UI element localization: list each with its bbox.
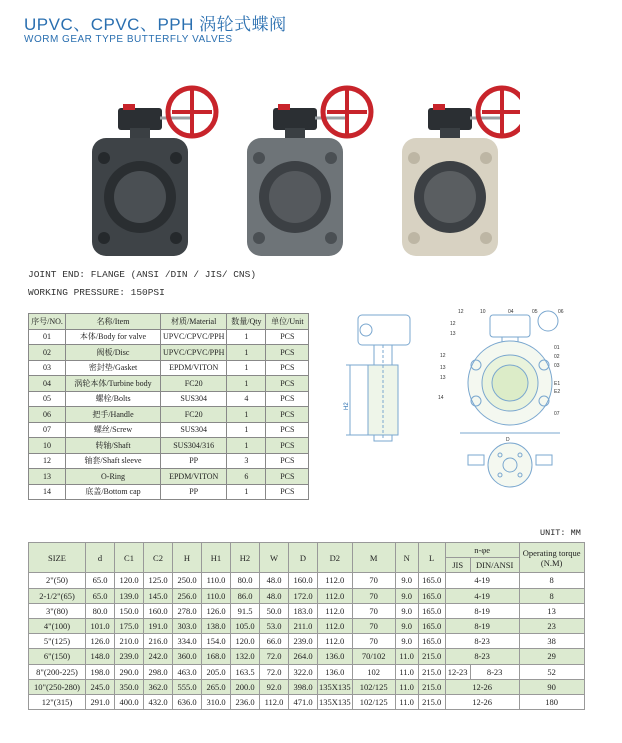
dims-table-cell: 72.0	[260, 649, 289, 664]
parts-table-cell: SUS304/316	[161, 438, 227, 454]
dims-table-cell: 52	[519, 664, 584, 679]
parts-table-cell: 1	[227, 376, 266, 392]
parts-table-cell: 轴套/Shaft sleeve	[66, 453, 161, 469]
dims-header-cell: Operating torque (N.M)	[519, 543, 584, 573]
callout-label: 12	[458, 309, 464, 315]
dims-table-cell: 8	[519, 588, 584, 603]
dims-header-cell: C2	[144, 543, 173, 573]
dims-table-cell: 245.0	[86, 679, 115, 694]
dims-table-cell: 135X135	[318, 679, 353, 694]
dims-table-cell: 48.0	[260, 573, 289, 588]
dims-table-cell: 11.0	[395, 664, 418, 679]
dims-table-cell: 66.0	[260, 634, 289, 649]
dims-table-cell: 11.0	[395, 679, 418, 694]
dims-table-cell: 112.0	[318, 603, 353, 618]
dims-table-cell: 112.0	[318, 588, 353, 603]
parts-table-cell: 密封垫/Gasket	[66, 360, 161, 376]
dims-header-cell: D	[289, 543, 318, 573]
dims-header-cell: N	[395, 543, 418, 573]
dims-table-cell: 9.0	[395, 588, 418, 603]
parts-table-cell: PP	[161, 453, 227, 469]
dims-table-cell: 310.0	[202, 694, 231, 709]
dims-table-cell: 463.0	[173, 664, 202, 679]
dims-table-cell: 9.0	[395, 634, 418, 649]
dims-table-cell: 53.0	[260, 618, 289, 633]
parts-table-cell: PCS	[266, 422, 309, 438]
dims-table-row	[29, 588, 585, 603]
dims-table-cell: 191.0	[144, 618, 173, 633]
dims-table-cell: 70	[352, 573, 395, 588]
valve-grey	[247, 88, 371, 256]
dims-table-cell: 290.0	[115, 664, 144, 679]
callout-label: 12	[450, 321, 456, 327]
dims-table-cell: 29	[519, 649, 584, 664]
parts-table-cell: SUS304	[161, 422, 227, 438]
dims-table-cell: 215.0	[418, 649, 445, 664]
dims-table-cell: 92.0	[260, 679, 289, 694]
dims-table-cell: 205.0	[202, 664, 231, 679]
parts-table-header	[29, 314, 309, 330]
parts-table-row	[29, 407, 309, 423]
valve-dark	[92, 88, 216, 256]
d-label: D	[506, 437, 510, 443]
dims-table-cell: 264.0	[289, 649, 318, 664]
dims-table-row	[29, 694, 585, 709]
dims-table-cell: 136.0	[318, 649, 353, 664]
dims-header-cell: H2	[231, 543, 260, 573]
dims-table-cell: 471.0	[289, 694, 318, 709]
parts-table-cell: FC20	[161, 407, 227, 423]
dims-table-cell: 12-26	[445, 679, 519, 694]
dims-table-cell: 183.0	[289, 603, 318, 618]
parts-table-cell: 07	[29, 422, 66, 438]
dims-table-cell: 112.0	[260, 694, 289, 709]
callout-label: 04	[508, 309, 514, 315]
parts-table-cell: 螺丝/Screw	[66, 422, 161, 438]
dims-table-cell: 322.0	[289, 664, 318, 679]
callout-label: 03	[554, 363, 560, 369]
dims-table-cell: 239.0	[115, 649, 144, 664]
dims-table-cell: 12-23	[445, 664, 470, 679]
parts-table-row	[29, 422, 309, 438]
dims-table-cell: 70/102	[352, 649, 395, 664]
dims-table-cell: 112.0	[318, 618, 353, 633]
dims-table-cell: 400.0	[115, 694, 144, 709]
parts-table-cell: 13	[29, 469, 66, 485]
dims-header-cell: D2	[318, 543, 353, 573]
dims-table-cell: 70	[352, 634, 395, 649]
dims-table-cell: 8-23	[445, 649, 519, 664]
dims-table-cell: 265.0	[202, 679, 231, 694]
dims-table-cell: 250.0	[173, 573, 202, 588]
parts-table-cell: PCS	[266, 469, 309, 485]
callout-label: 06	[558, 309, 564, 315]
parts-table-row	[29, 469, 309, 485]
dims-table-cell: 210.0	[115, 634, 144, 649]
dims-table-cell: 256.0	[173, 588, 202, 603]
parts-table-cell: EPDM/VITON	[161, 469, 227, 485]
dims-header-cell: H	[173, 543, 202, 573]
dims-table-cell: 23	[519, 618, 584, 633]
parts-table-cell: EPDM/VITON	[161, 360, 227, 376]
side-view	[346, 315, 410, 441]
dims-table-cell: 138.0	[202, 618, 231, 633]
dims-header-cell: L	[418, 543, 445, 573]
dims-table-cell: 120.0	[231, 634, 260, 649]
parts-header-cell: 序号/NO.	[29, 314, 66, 330]
dims-table-cell: 125.0	[144, 573, 173, 588]
dims-table-cell: 10"(250-280)	[29, 679, 86, 694]
callout-label: 13	[440, 375, 446, 381]
dims-table-row	[29, 603, 585, 618]
parts-table-cell: 1	[227, 484, 266, 500]
parts-table-cell: 1	[227, 345, 266, 361]
parts-header-cell: 单位/Unit	[266, 314, 309, 330]
parts-table-cell: 螺栓/Bolts	[66, 391, 161, 407]
parts-table-cell: 06	[29, 407, 66, 423]
dims-table-cell: 165.0	[418, 603, 445, 618]
dims-table-cell: 360.0	[173, 649, 202, 664]
joint-end-spec: JOINT END: FLANGE (ANSI /DIN / JIS/ CNS)	[28, 269, 257, 280]
dims-table-cell: 4-19	[445, 588, 519, 603]
dims-table-cell: 65.0	[86, 588, 115, 603]
callout-label: 07	[554, 411, 560, 417]
dims-header-cell: n-φe	[445, 543, 519, 558]
parts-table-row	[29, 438, 309, 454]
callout-label: 13	[450, 331, 456, 337]
dims-table-row	[29, 634, 585, 649]
dims-table-cell: 126.0	[86, 634, 115, 649]
dims-table-cell: 9.0	[395, 573, 418, 588]
parts-table-cell: UPVC/CPVC/PPH	[161, 329, 227, 345]
dims-table-cell: 160.0	[289, 573, 318, 588]
dims-table-cell: 278.0	[173, 603, 202, 618]
bottom-view	[468, 443, 552, 487]
technical-drawing	[340, 305, 590, 515]
dims-table-cell: 101.0	[86, 618, 115, 633]
dims-table-row	[29, 573, 585, 588]
dims-table-cell: 80.0	[86, 603, 115, 618]
dims-table-cell: 3"(80)	[29, 603, 86, 618]
parts-table-cell: 1	[227, 422, 266, 438]
dims-header-cell: C1	[115, 543, 144, 573]
dims-table-cell: 432.0	[144, 694, 173, 709]
dims-table-cell: 216.0	[144, 634, 173, 649]
dims-table-cell: 11.0	[395, 694, 418, 709]
working-pressure-spec: WORKING PRESSURE: 150PSI	[28, 287, 165, 298]
callout-label: E1	[554, 381, 561, 387]
dims-table-cell: 200.0	[231, 679, 260, 694]
dims-table-cell: 8-23	[470, 664, 519, 679]
dims-header-cell: W	[260, 543, 289, 573]
dims-table-cell: 70	[352, 588, 395, 603]
dims-table-cell: 102	[352, 664, 395, 679]
parts-table-cell: 4	[227, 391, 266, 407]
parts-table-cell: 02	[29, 345, 66, 361]
dims-table-cell: 168.0	[202, 649, 231, 664]
dims-table-cell: 120.0	[115, 573, 144, 588]
parts-header-cell: 数量/Qty	[227, 314, 266, 330]
dims-table-cell: 8	[519, 573, 584, 588]
dims-table-cell: 163.5	[231, 664, 260, 679]
valve-photos	[90, 78, 520, 268]
dims-table-cell: 198.0	[86, 664, 115, 679]
parts-table-cell: 14	[29, 484, 66, 500]
dims-table-cell: 8-19	[445, 618, 519, 633]
parts-table-cell: PCS	[266, 453, 309, 469]
dims-table-cell: 65.0	[86, 573, 115, 588]
dims-table-cell: 12"(315)	[29, 694, 86, 709]
h2-label: H2	[344, 402, 350, 410]
dims-table-cell: 165.0	[418, 634, 445, 649]
dims-table-cell: 91.5	[231, 603, 260, 618]
dims-table-cell: 154.0	[202, 634, 231, 649]
dims-table-cell: 165.0	[418, 588, 445, 603]
parts-table-cell: PCS	[266, 360, 309, 376]
front-view	[460, 311, 560, 433]
dims-table-cell: 334.0	[173, 634, 202, 649]
parts-table-cell: 底盖/Bottom cap	[66, 484, 161, 500]
parts-table-cell: 转轴/Shaft	[66, 438, 161, 454]
dims-table-cell: 5"(125)	[29, 634, 86, 649]
dims-table-cell: 215.0	[418, 679, 445, 694]
valve-beige	[402, 88, 520, 256]
parts-header-cell: 材质/Material	[161, 314, 227, 330]
callout-label: 10	[480, 309, 486, 315]
parts-table-cell: 把手/Handle	[66, 407, 161, 423]
parts-table-cell: 阀板/Disc	[66, 345, 161, 361]
dims-table-cell: 102/125	[352, 694, 395, 709]
dims-table-cell: 172.0	[289, 588, 318, 603]
callout-label: 14	[438, 395, 444, 401]
dims-table-cell: 2-1/2"(65)	[29, 588, 86, 603]
parts-table-cell: 本体/Body for valve	[66, 329, 161, 345]
dims-table-cell: 215.0	[418, 664, 445, 679]
parts-table-cell: PP	[161, 484, 227, 500]
page-title: UPVC、CPVC、PPH 涡轮式蝶阀	[24, 15, 287, 34]
dims-table-cell: 112.0	[318, 634, 353, 649]
dims-header-cell: M	[352, 543, 395, 573]
parts-table-cell: PCS	[266, 391, 309, 407]
dims-table-cell: 8-19	[445, 603, 519, 618]
dims-table-cell: 50.0	[260, 603, 289, 618]
dims-table-cell: 4-19	[445, 573, 519, 588]
callout-label: 02	[554, 354, 560, 360]
dims-table-row	[29, 664, 585, 679]
callout-label: 12	[440, 353, 446, 359]
dims-table-row	[29, 618, 585, 633]
dims-table-cell: 145.0	[144, 588, 173, 603]
parts-table-cell: PCS	[266, 438, 309, 454]
dims-table-cell: 8"(200-225)	[29, 664, 86, 679]
dims-table-cell: 38	[519, 634, 584, 649]
dims-table-cell: 175.0	[115, 618, 144, 633]
dims-header-cell: d	[86, 543, 115, 573]
dims-table-cell: 2"(50)	[29, 573, 86, 588]
dims-table-cell: 86.0	[231, 588, 260, 603]
parts-table-row	[29, 453, 309, 469]
dims-table-cell: 180	[519, 694, 584, 709]
dims-table-cell: 135X135	[318, 694, 353, 709]
dims-subheader-cell: DIN/ANSI	[470, 558, 519, 573]
parts-table-cell: 04	[29, 376, 66, 392]
callout-label: E2	[554, 389, 561, 395]
dims-table-cell: 215.0	[418, 694, 445, 709]
dims-table-cell: 70	[352, 618, 395, 633]
dims-table-cell: 105.0	[231, 618, 260, 633]
dims-header-row	[29, 543, 585, 558]
parts-table-cell: PCS	[266, 407, 309, 423]
parts-table	[28, 313, 309, 500]
dims-table-cell: 242.0	[144, 649, 173, 664]
parts-table-cell: PCS	[266, 484, 309, 500]
parts-table-cell: 1	[227, 407, 266, 423]
dims-table-row	[29, 679, 585, 694]
dims-table-cell: 165.0	[418, 573, 445, 588]
parts-table-cell: 涡轮本体/Turbine body	[66, 376, 161, 392]
dims-table-cell: 90	[519, 679, 584, 694]
dims-table-cell: 6"(150)	[29, 649, 86, 664]
dims-table-cell: 70	[352, 603, 395, 618]
dims-table-cell: 303.0	[173, 618, 202, 633]
dims-table-cell: 636.0	[173, 694, 202, 709]
dims-table-cell: 13	[519, 603, 584, 618]
parts-table-cell: 3	[227, 453, 266, 469]
dims-table-cell: 102/125	[352, 679, 395, 694]
dims-table-cell: 165.0	[418, 618, 445, 633]
parts-table-cell: 03	[29, 360, 66, 376]
parts-table-cell: PCS	[266, 345, 309, 361]
dims-table-cell: 8-23	[445, 634, 519, 649]
parts-table-cell: 01	[29, 329, 66, 345]
unit-label: UNIT: MM	[540, 528, 581, 538]
parts-header-cell: 名称/Item	[66, 314, 161, 330]
parts-table-row	[29, 345, 309, 361]
dims-table-cell: 398.0	[289, 679, 318, 694]
dims-table-cell: 112.0	[318, 573, 353, 588]
dims-table-cell: 110.0	[202, 588, 231, 603]
dims-table-cell: 160.0	[144, 603, 173, 618]
dims-table-cell: 72.0	[260, 664, 289, 679]
dims-table-cell: 139.0	[115, 588, 144, 603]
dims-table-cell: 298.0	[144, 664, 173, 679]
parts-table-cell: SUS304	[161, 391, 227, 407]
callout-label: 05	[532, 309, 538, 315]
parts-table-cell: 05	[29, 391, 66, 407]
dims-table-cell: 110.0	[202, 573, 231, 588]
callout-label: 01	[554, 345, 560, 351]
dims-table-row	[29, 649, 585, 664]
dims-table-cell: 555.0	[173, 679, 202, 694]
parts-table-cell: 12	[29, 453, 66, 469]
parts-table-cell: PCS	[266, 376, 309, 392]
parts-table-cell: UPVC/CPVC/PPH	[161, 345, 227, 361]
parts-table-row	[29, 376, 309, 392]
dims-table-cell: 12-26	[445, 694, 519, 709]
parts-table-cell: O-Ring	[66, 469, 161, 485]
dims-table-cell: 239.0	[289, 634, 318, 649]
parts-table-row	[29, 360, 309, 376]
dims-table-cell: 4"(100)	[29, 618, 86, 633]
dims-table-cell: 211.0	[289, 618, 318, 633]
dims-table-cell: 132.0	[231, 649, 260, 664]
dimensions-table	[28, 542, 585, 710]
dims-subheader-cell: JIS	[445, 558, 470, 573]
page-subtitle: WORM GEAR TYPE BUTTERFLY VALVES	[24, 34, 233, 45]
dims-table-cell: 350.0	[115, 679, 144, 694]
dims-table-cell: 236.0	[231, 694, 260, 709]
parts-table-cell: 6	[227, 469, 266, 485]
dims-table-cell: 80.0	[231, 573, 260, 588]
parts-table-cell: FC20	[161, 376, 227, 392]
parts-table-cell: 1	[227, 329, 266, 345]
dims-table-cell: 126.0	[202, 603, 231, 618]
callout-label: 13	[440, 365, 446, 371]
parts-table-row	[29, 329, 309, 345]
dims-table-cell: 150.0	[115, 603, 144, 618]
dims-table-cell: 148.0	[86, 649, 115, 664]
dims-table-cell: 362.0	[144, 679, 173, 694]
dims-table-cell: 291.0	[86, 694, 115, 709]
dims-table-cell: 48.0	[260, 588, 289, 603]
dims-table-cell: 11.0	[395, 649, 418, 664]
dims-header-cell: SIZE	[29, 543, 86, 573]
dims-table-cell: 136.0	[318, 664, 353, 679]
parts-table-cell: PCS	[266, 329, 309, 345]
parts-table-cell: 1	[227, 438, 266, 454]
dims-table-cell: 9.0	[395, 603, 418, 618]
parts-table-row	[29, 484, 309, 500]
parts-table-cell: 1	[227, 360, 266, 376]
parts-table-cell: 10	[29, 438, 66, 454]
dims-header-cell: H1	[202, 543, 231, 573]
dims-table-cell: 9.0	[395, 618, 418, 633]
parts-table-row	[29, 391, 309, 407]
